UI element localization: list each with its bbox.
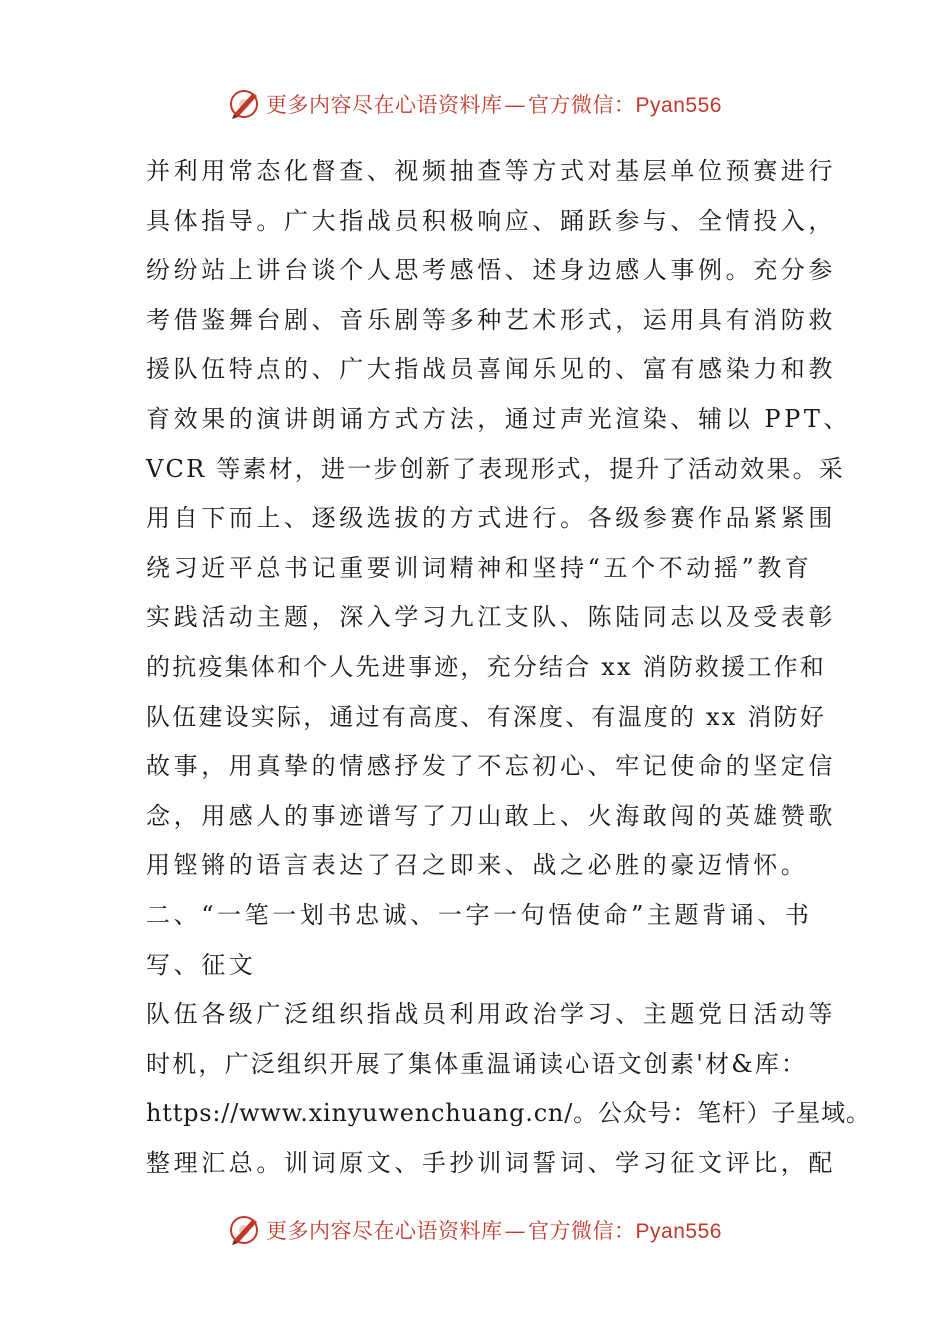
body-line: 援队伍特点的、广大指战员喜闻乐见的、富有感染力和教 <box>146 355 836 384</box>
watermark-dash: — <box>504 1219 527 1243</box>
body-line: 实践活动主题，深入学习九江支队、陈陆同志以及受表彰 <box>146 603 836 632</box>
footer-watermark <box>0 1210 950 1250</box>
watermark-text <box>266 89 722 119</box>
body-line: 用铿锵的语言表达了召之即来、战之必胜的豪迈情怀。 <box>146 851 809 880</box>
watermark-label: 官方微信： <box>528 1219 636 1243</box>
section-heading: 二、“一笔一划书忠诚、一字一句悟使命”主题背诵、书 <box>146 900 813 929</box>
body-line: 队伍各级广泛组织指战员利用政治学习、主题党日活动等 <box>146 1000 836 1029</box>
body-line: 具体指导。广大指战员积极响应、踊跃参与、全情投入， <box>146 206 836 235</box>
header-watermark <box>0 84 950 124</box>
watermark-brand: 更多内容尽在心语资料库 <box>266 1219 503 1243</box>
body-line: 的抗疫集体和个人先进事迹，充分结合 xx 消防救援工作和 <box>146 652 826 681</box>
watermark-label: 官方微信： <box>528 93 636 117</box>
body-line: 绕习近平总书记重要训词精神和坚持“五个不动摇”教育 <box>146 553 813 582</box>
watermark-account: Pyan556 <box>635 1220 722 1243</box>
watermark-account: Pyan556 <box>635 94 722 117</box>
body-line: 育效果的演讲朗诵方式方法，通过声光渲染、辅以 PPT、 <box>146 404 852 433</box>
body-line: 并利用常态化督查、视频抽查等方式对基层单位预赛进行 <box>146 157 836 185</box>
body-line: 用自下而上、逐级选拔的方式进行。各级参赛作品紧紧围 <box>146 504 836 533</box>
section-heading: 写、征文 <box>146 950 257 979</box>
watermark-text <box>266 1215 722 1245</box>
body-line: 故事，用真挚的情感抒发了不忘初心、牢记使命的坚定信 <box>146 752 836 781</box>
body-line: 念，用感人的事迹谱写了刀山敢上、火海敢闯的英雄赞歌 <box>146 801 836 830</box>
body-line: 纷纷站上讲台谈个人思考感悟、述身边感人事例。充分参 <box>146 256 836 285</box>
pen-logo-icon <box>228 1213 262 1247</box>
watermark-dash: — <box>504 93 527 117</box>
body-line: 整理汇总。训词原文、手抄训词誓词、学习征文评比，配 <box>146 1148 836 1177</box>
url-line: https://www.xinyuwenchuang.cn/。公众号：笔杆）子星域。 <box>146 1099 871 1128</box>
body-line: VCR 等素材，进一步创新了表现形式，提升了活动效果。采 <box>146 454 845 483</box>
document-body <box>146 147 871 1188</box>
body-line: 队伍建设实际，通过有高度、有深度、有温度的 xx 消防好 <box>146 702 826 731</box>
pen-logo-icon <box>228 87 262 121</box>
watermark-brand: 更多内容尽在心语资料库 <box>266 93 503 117</box>
body-line: 时机，广泛组织开展了集体重温诵读心语文创素'材&库： <box>146 1049 808 1078</box>
body-line: 考借鉴舞台剧、音乐剧等多种艺术形式，运用具有消防救 <box>146 305 836 334</box>
